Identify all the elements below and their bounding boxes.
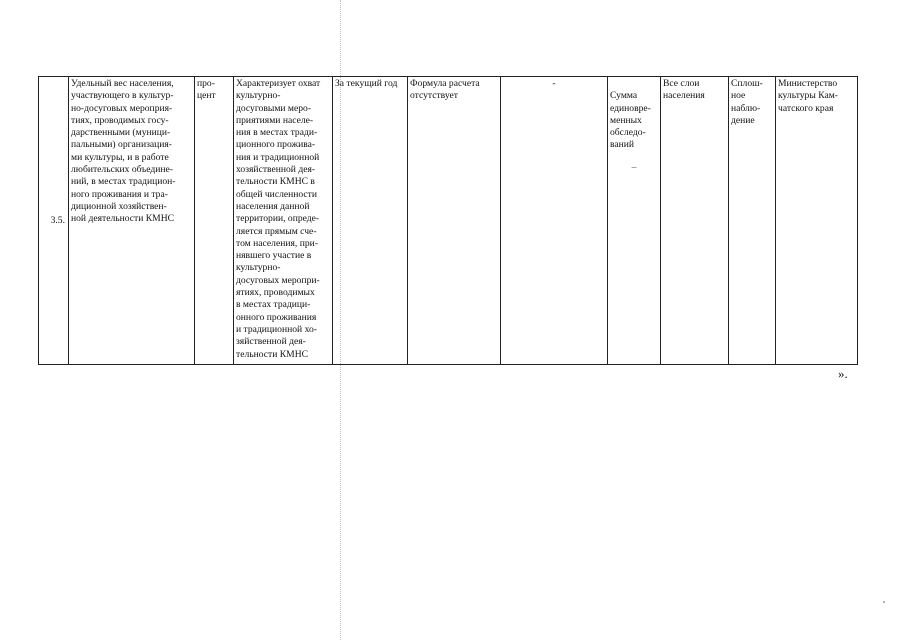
- population-cell: Все слои населения: [661, 77, 729, 365]
- formula-cell: Формула расчета отсутствует: [408, 77, 501, 365]
- description-cell: Характеризует охват культурно- досуговыми меро- приятиями населе- ния в местах тради- ционного прожива- ния и традиционной хозяйственной дея- тельности КМНС в общей численности населения данной территории, опреде- ляется прямым сче- том населения, при- нявшего участие в культурно- досуговых меропри- ятиях, проводимых в местах традици- онного проживания и традиционной хо- зяйственной дея- тельности КМНС: [234, 77, 333, 365]
- indicator-table: [38, 76, 858, 365]
- scan-speck: [883, 601, 885, 603]
- row-number: 3.5.: [39, 77, 69, 365]
- indicator-name-cell: Удельный вес населения, участвующего в культур- но-досуговых мероприя- тиях, проводимых госу- дарственными (муници- пальными) организация- ми культуры, и в работе любительских объедине- ний, в местах традицион- ного проживания и тра- диционной хозяйствен- ной деятельности КМНС: [69, 77, 195, 365]
- method-cell: [608, 77, 661, 365]
- period-cell: За текущий год: [333, 77, 408, 365]
- table-row: [39, 77, 858, 365]
- observation-cell: Сплош- ное наблю- дение: [729, 77, 776, 365]
- method-text: Сумма единовре- менных обследо- ваний: [610, 90, 651, 151]
- indicators-cell: -: [501, 77, 608, 365]
- responsible-cell: Министерство культуры Кам- чатского края: [776, 77, 858, 365]
- closing-quote-mark: ».: [838, 366, 848, 381]
- method-mark: –: [631, 161, 637, 173]
- unit-cell: про- цент: [195, 77, 234, 365]
